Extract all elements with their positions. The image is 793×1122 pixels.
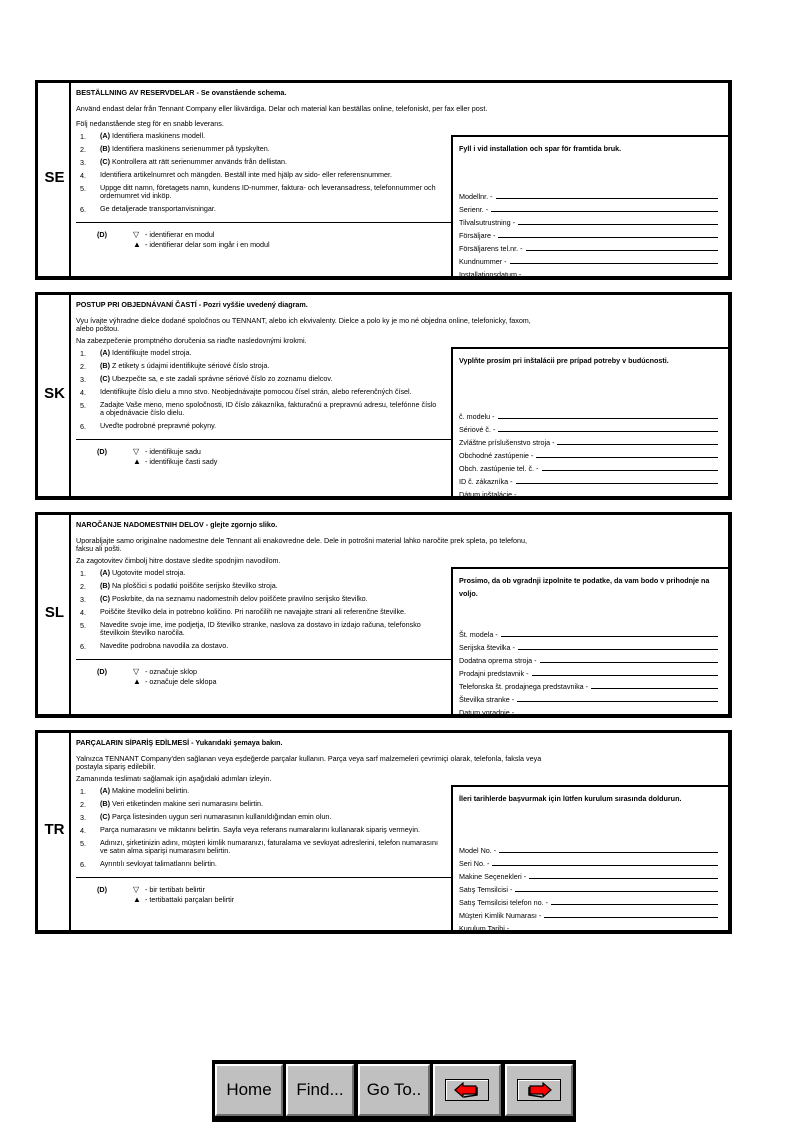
form-fields (459, 188, 718, 279)
field-label: Satış Temsilcisi telefon no. - (459, 898, 548, 907)
section-title: BESTÄLLNING AV RESERVDELAR - Se ovanstående schema. (76, 88, 287, 97)
legend-item-parts (133, 240, 270, 250)
step-description: Parça numarasını ve miktarını belirtin. Sayfa veya referans numaralarını kullanarak sipariş vermeyin. (100, 825, 420, 834)
field-input-line[interactable] (536, 457, 718, 458)
field-input-line[interactable] (498, 418, 718, 419)
filled-triangle-icon: ▲ (133, 457, 141, 466)
hollow-triangle-icon: ▽ (133, 667, 140, 676)
field-input-line[interactable] (491, 211, 718, 212)
step-number: 5. (80, 184, 86, 193)
section-se (35, 80, 732, 280)
step-number: 4. (80, 171, 86, 180)
form-fields (459, 842, 718, 933)
step-number: 3. (80, 375, 86, 384)
legend-text: - identifikuje sadu (145, 447, 201, 456)
step-text (100, 132, 205, 140)
field-label: Installationsdatum - (459, 270, 522, 279)
step-prefix: (A) (100, 348, 110, 357)
arrow-right-icon (524, 1082, 554, 1098)
hollow-triangle-icon: ▽ (133, 885, 140, 894)
form-field (459, 907, 718, 920)
field-label: Obch. zastúpenie tel. č. - (459, 464, 539, 473)
form-heading: Prosimo, da ob vgradnji izpolnite te podatke, da vam bodo v prihodnje na voljo. (459, 576, 710, 598)
step-prefix: (C) (100, 374, 110, 383)
field-label: ID č. zákazníka - (459, 477, 513, 486)
field-label: Tilvalsutrustning - (459, 218, 516, 227)
legend-label: (D) (97, 230, 107, 239)
form-field (459, 214, 718, 227)
step-text (100, 184, 440, 200)
step-description: Identifiera maskinens serienummer på typskylten. (111, 144, 270, 153)
field-input-line[interactable] (515, 891, 718, 892)
step-description: Na ploščici s podatki poiščite serijsko številko stroja. (111, 581, 278, 590)
hollow-triangle-icon: ▽ (133, 230, 140, 239)
legend-item-parts (133, 457, 217, 467)
step-description: Uppge ditt namn, företagets namn, kundens ID-nummer, faktura- och leveransadress, telefonnummer och ordernumret vid inköp. (100, 183, 436, 200)
step-number: 2. (80, 145, 86, 154)
filled-triangle-icon: ▲ (133, 895, 141, 904)
step-number: 2. (80, 362, 86, 371)
step-description: Zadajte Vaše meno, meno spoločnosti, ID číslo zákazníka, fakturačnú a prepravnú adresu, telefónne číslo a objednávacie číslo dielu. (100, 400, 437, 417)
filled-triangle-icon: ▲ (133, 240, 141, 249)
legend-label: (D) (97, 885, 107, 894)
field-input-line[interactable] (520, 496, 718, 497)
field-label: Dodatna oprema stroja - (459, 656, 537, 665)
field-input-line[interactable] (557, 444, 718, 445)
step-description: Poiščite številko dela in potrebno količino. Pri naročilih ne navajajte strani ali referenčne številke. (100, 607, 407, 616)
intro-paragraph: Använd endast delar från Tennant Company eller likvärdiga. Delar och material kan beställas online, telefoniskt, per fax eller post. (76, 104, 488, 113)
step-description: Ge detaljerade transportanvisningar. (100, 204, 216, 213)
legend-text: - označuje dele sklopa (145, 677, 217, 686)
field-label: Telefonska št. prodajnega predstavnika - (459, 682, 589, 691)
step-number: 1. (80, 787, 86, 796)
step-number: 5. (80, 621, 86, 630)
form-field (459, 188, 718, 201)
legend-text: - tertibattaki parçaları belirtir (145, 895, 235, 904)
field-input-line[interactable] (512, 930, 718, 931)
next-arrow-frame (517, 1079, 561, 1101)
field-label: Datum vgradnje - (459, 708, 515, 717)
step-number: 1. (80, 569, 86, 578)
previous-page-button[interactable] (433, 1064, 501, 1116)
field-label: Številka stranke - (459, 695, 515, 704)
step-prefix: (C) (100, 157, 110, 166)
form-heading: Vyplňte prosím pri inštalácii pre prípad potreby v budúcnosti. (459, 356, 669, 365)
step-text (100, 205, 216, 213)
legend-item-module (133, 667, 197, 677)
legend-label: (D) (97, 667, 107, 676)
step-description: Identifikujte číslo dielu a mno stvo. Neobjednávajte pomocou čísel strán, alebo referenčných čísel. (100, 387, 412, 396)
field-label: Obchodné zastúpenie - (459, 451, 534, 460)
step-prefix: (B) (100, 144, 110, 153)
section-sl (35, 512, 732, 718)
step-description: Ayrıntılı sevkıyat talimatlarını belirtin. (100, 859, 217, 868)
installation-form (451, 567, 732, 718)
field-input-line[interactable] (516, 483, 718, 484)
form-field (459, 868, 718, 881)
section-tr (35, 730, 732, 934)
step-text (100, 388, 412, 396)
step-prefix: (B) (100, 581, 110, 590)
step-number: 5. (80, 401, 86, 410)
step-description: Veri etiketinden makine seri numarasını belirtin. (111, 799, 263, 808)
field-label: Kundnummer - (459, 257, 507, 266)
field-input-line[interactable] (517, 701, 718, 702)
step-text (100, 158, 287, 166)
step-text (100, 860, 217, 868)
form-fields (459, 626, 718, 717)
step-number: 6. (80, 860, 86, 869)
form-fields (459, 408, 718, 499)
legend-item-module (133, 447, 201, 457)
field-label: Št. modela - (459, 630, 498, 639)
step-prefix: (C) (100, 812, 110, 821)
form-heading: İleri tarihlerde başvurmak için lütfen kurulum sırasında doldurun. (459, 794, 682, 803)
legend-text: - identifierar delar som ingår i en modul (145, 240, 270, 249)
form-field (459, 678, 718, 691)
language-code: SL (44, 604, 65, 621)
field-input-line[interactable] (532, 675, 718, 676)
step-text (100, 826, 420, 834)
legend-text: - bir tertibatı belirtir (145, 885, 205, 894)
step-text (100, 569, 186, 577)
step-text (100, 839, 440, 855)
legend-label: (D) (97, 447, 107, 456)
step-number: 2. (80, 800, 86, 809)
form-field (459, 266, 718, 279)
field-label: Försäljare - (459, 231, 496, 240)
step-number: 3. (80, 158, 86, 167)
legend-item-parts (133, 895, 234, 905)
language-code: SK (44, 385, 65, 402)
form-field (459, 691, 718, 704)
form-field (459, 240, 718, 253)
step-prefix: (B) (100, 361, 110, 370)
field-label: Dátum inštalácie - (459, 490, 517, 499)
form-field (459, 639, 718, 652)
installation-form (451, 347, 732, 500)
form-field (459, 253, 718, 266)
step-prefix: (A) (100, 131, 110, 140)
step-text (100, 608, 406, 616)
form-field (459, 227, 718, 240)
step-number: 4. (80, 388, 86, 397)
step-number: 2. (80, 582, 86, 591)
step-description: Identifiera artikelnumret och mängden. Beställ inte med hjälp av sido- eller referensnummer. (100, 170, 393, 179)
divider (76, 222, 451, 223)
field-input-line[interactable] (544, 917, 718, 918)
section-title: POSTUP PRI OBJEDNÁVANÍ ČASTÍ - Pozri vyššie uvedený diagram. (76, 300, 308, 309)
installation-form (451, 135, 732, 280)
step-text (100, 349, 192, 357)
section-sk (35, 292, 732, 500)
field-label: č. modelu - (459, 412, 495, 421)
field-input-line[interactable] (492, 865, 718, 866)
step-text (100, 582, 278, 590)
language-column (38, 515, 71, 714)
field-label: Müşteri Kimlik Numarası - (459, 911, 542, 920)
hollow-triangle-icon: ▽ (133, 447, 140, 456)
form-field (459, 434, 718, 447)
field-label: Seri No. - (459, 859, 490, 868)
section-title: NAROČANJE NADOMESTNIH DELOV - glejte zgornjo sliko. (76, 520, 278, 529)
language-code: TR (44, 821, 65, 838)
form-field (459, 626, 718, 639)
step-number: 4. (80, 826, 86, 835)
intro-paragraph: Uporabljajte samo originalne nadomestne dele Tennant ali enakovredne dele. Dele in potrošni material lahko naročite prek spleta, po telefonu, faksu ali pošti. (76, 536, 527, 553)
step-number: 6. (80, 422, 86, 431)
step-text (100, 642, 228, 650)
form-field (459, 201, 718, 214)
step-description: Makine modelini belirtin. (111, 786, 190, 795)
field-input-line[interactable] (496, 198, 718, 199)
field-label: Makine Seçenekleri - (459, 872, 527, 881)
step-number: 1. (80, 132, 86, 141)
legend-item-module (133, 885, 205, 895)
next-page-button[interactable] (505, 1064, 573, 1116)
field-input-line[interactable] (498, 237, 718, 238)
step-number: 1. (80, 349, 86, 358)
field-input-line[interactable] (524, 276, 718, 277)
form-field (459, 855, 718, 868)
step-description: Ugotovite model stroja. (111, 568, 186, 577)
field-label: Serijska številka - (459, 643, 515, 652)
form-field (459, 652, 718, 665)
field-label: Model No. - (459, 846, 497, 855)
field-input-line[interactable] (510, 263, 718, 264)
step-text (100, 362, 269, 370)
navigation-bar (212, 1060, 576, 1122)
arrow-left-icon (452, 1082, 482, 1098)
field-input-line[interactable] (529, 878, 718, 879)
step-description: Ubezpečte sa, e ste zadali správne sériové číslo zo zoznamu dielcov. (111, 374, 333, 383)
installation-form (451, 785, 732, 934)
step-text (100, 422, 216, 430)
lead-paragraph: Zamanında teslimatı sağlamak için aşağıdaki adımları izleyin. (76, 774, 272, 783)
step-number: 4. (80, 608, 86, 617)
field-input-line[interactable] (551, 904, 718, 905)
form-field (459, 665, 718, 678)
field-label: Prodajni predstavnik - (459, 669, 529, 678)
field-label: Zvláštne príslušenstvo stroja - (459, 438, 555, 447)
form-field (459, 447, 718, 460)
field-label: Serienr. - (459, 205, 489, 214)
language-column (38, 733, 71, 930)
field-label: Försäljarens tel.nr. - (459, 244, 523, 253)
field-input-line[interactable] (591, 688, 718, 689)
step-description: Navedite podrobna navodila za dostavo. (100, 641, 229, 650)
step-prefix: (A) (100, 786, 110, 795)
field-input-line[interactable] (526, 250, 718, 251)
form-heading: Fyll i vid installation och spar för framtida bruk. (459, 144, 622, 153)
lead-paragraph: Följ nedanstående steg för en snabb leverans. (76, 119, 224, 128)
form-field (459, 486, 718, 499)
field-label: Sériové č. - (459, 425, 496, 434)
previous-arrow-frame (445, 1079, 489, 1101)
step-text (100, 595, 368, 603)
language-column (38, 83, 71, 276)
step-description: Adınızı, şirketinizin adını, müşteri kimlik numaranızı, faturalama ve sevkıyat adreslerini, telefon numarasını ve satın alma siparişi numarasını belirtin. (100, 838, 438, 855)
language-code: SE (44, 169, 65, 186)
step-text (100, 171, 392, 179)
divider (76, 439, 451, 440)
field-input-line[interactable] (499, 852, 718, 853)
step-description: Parça listesinden uygun seri numarasının kullanıldığından emin olun. (111, 812, 332, 821)
section-title: PARÇALARIN SİPARİŞ EDİLMESİ - Yukarıdaki şemaya bakın. (76, 738, 283, 747)
step-prefix: (A) (100, 568, 110, 577)
field-input-line[interactable] (501, 636, 718, 637)
legend-text: - identifierar en modul (145, 230, 215, 239)
intro-paragraph: Vyu ívajte výhradne dielce dodané spoločnos ou TENNANT, alebo ich ekvivalenty. Dielce a polo ky je mo né objedna online, telefonicky, faxom, alebo poštou. (76, 316, 531, 333)
filled-triangle-icon: ▲ (133, 677, 141, 686)
field-input-line[interactable] (518, 224, 718, 225)
step-description: Uveďte podrobné prepravné pokyny. (100, 421, 217, 430)
divider (76, 877, 451, 878)
field-label: Kurulum Tarihi - (459, 924, 510, 933)
form-field (459, 881, 718, 894)
language-column (38, 295, 71, 496)
step-number: 6. (80, 205, 86, 214)
step-text (100, 800, 263, 808)
legend-text: - identifikuje časti sady (145, 457, 218, 466)
step-description: Navedite svoje ime, ime podjetja, ID številko stranke, naslova za dostavo in izdajo računa, telefonsko številkoin številko naročila. (100, 620, 421, 637)
step-description: Kontrollera att rätt serienummer används från dellistan. (111, 157, 287, 166)
step-description: Identifiera maskinens modell. (111, 131, 206, 140)
step-text (100, 787, 189, 795)
form-field (459, 460, 718, 473)
step-text (100, 145, 270, 153)
form-field (459, 421, 718, 434)
field-input-line[interactable] (542, 470, 718, 471)
find-button[interactable]: Find... (286, 1064, 354, 1116)
field-input-line[interactable] (498, 431, 718, 432)
legend-item-module (133, 230, 215, 240)
field-input-line[interactable] (517, 714, 718, 715)
step-description: Z etikety s údajmi identifikujte sériové číslo stroja. (111, 361, 270, 370)
step-description: Identifikujte model stroja. (111, 348, 192, 357)
step-text (100, 813, 331, 821)
lead-paragraph: Za zagotovitev čimbolj hitre dostave sledite spodnjim navodilom. (76, 556, 281, 565)
step-text (100, 375, 332, 383)
step-number: 6. (80, 642, 86, 651)
step-text (100, 621, 440, 637)
field-label: Satış Temsilcisi - (459, 885, 513, 894)
step-number: 5. (80, 839, 86, 848)
field-label: Modellnr. - (459, 192, 493, 201)
form-field (459, 894, 718, 907)
step-description: Poskrbite, da na seznamu nadomestnih delov poiščete pravilno serijsko številko. (111, 594, 368, 603)
field-input-line[interactable] (518, 649, 718, 650)
step-number: 3. (80, 813, 86, 822)
go-to-button[interactable]: Go To.. (358, 1064, 430, 1116)
field-input-line[interactable] (540, 662, 718, 663)
legend-item-parts (133, 677, 217, 687)
step-prefix: (B) (100, 799, 110, 808)
step-number: 3. (80, 595, 86, 604)
divider (76, 659, 451, 660)
form-field (459, 704, 718, 717)
intro-paragraph: Yalnızca TENNANT Company'den sağlanan veya eşdeğerde parçalar kullanın. Parça veya sarf malzemeleri çevrimiçi olarak, telefonla, faksla veya postayla sipariş edilebilir. (76, 754, 542, 771)
form-field (459, 473, 718, 486)
lead-paragraph: Na zabezpečenie promptného doručenia sa riaďte nasledovnými krokmi. (76, 336, 307, 345)
home-button[interactable]: Home (215, 1064, 283, 1116)
legend-text: - označuje sklop (145, 667, 197, 676)
form-field (459, 920, 718, 933)
step-prefix: (C) (100, 594, 110, 603)
form-field (459, 408, 718, 421)
step-text (100, 401, 440, 417)
form-field (459, 842, 718, 855)
